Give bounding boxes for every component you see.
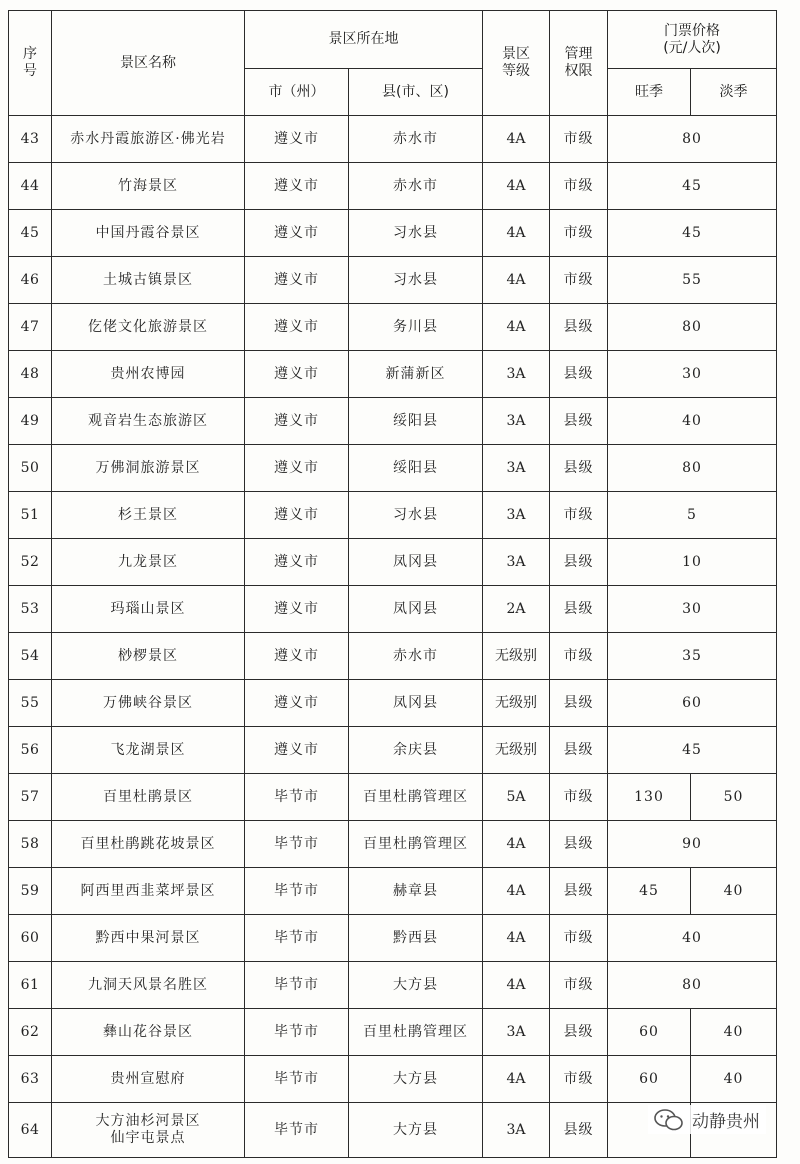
price-cell: 45 [608,163,777,210]
city-cell: 毕节市 [245,868,349,915]
row-number: 46 [9,257,52,304]
city-cell: 遵义市 [245,210,349,257]
authority-cell: 市级 [550,633,608,680]
scenic-name: 土城古镇景区 [52,257,245,304]
authority-cell: 市级 [550,163,608,210]
price-cell: 30 [608,586,777,633]
authority-cell: 县级 [550,351,608,398]
off-price-cell: 40 [691,1009,777,1056]
city-cell: 毕节市 [245,915,349,962]
authority-cell: 市级 [550,116,608,163]
price-cell: 45 [608,210,777,257]
table-row [9,586,777,633]
grade-cell: 4A [483,868,550,915]
city-cell: 毕节市 [245,962,349,1009]
authority-cell: 县级 [550,868,608,915]
table-row [9,633,777,680]
price-cell: 55 [608,257,777,304]
price-cell: 80 [608,304,777,351]
grade-cell: 3A [483,445,550,492]
county-cell: 绥阳县 [349,445,483,492]
county-cell: 百里杜鹃管理区 [349,1009,483,1056]
table-row [9,962,777,1009]
grade-cell: 无级别 [483,680,550,727]
county-cell: 凤冈县 [349,586,483,633]
grade-cell: 3A [483,351,550,398]
grade-cell: 4A [483,210,550,257]
authority-cell: 县级 [550,821,608,868]
scenic-name: 杉王景区 [52,492,245,539]
row-number: 62 [9,1009,52,1056]
row-number: 44 [9,163,52,210]
county-cell: 赫章县 [349,868,483,915]
table-row [9,351,777,398]
scenic-name: 大方油杉河景区 仙宇屯景点 [52,1103,245,1158]
city-cell: 遵义市 [245,633,349,680]
peak-price-cell: 45 [608,868,691,915]
peak-price-cell: 60 [608,1009,691,1056]
table-row [9,915,777,962]
table-row [9,210,777,257]
table-row [9,539,777,586]
authority-cell: 县级 [550,445,608,492]
header-name: 景区名称 [52,11,245,116]
header-city: 市（州） [245,69,349,116]
table-row [9,398,777,445]
authority-cell: 县级 [550,1103,608,1158]
header-price [608,11,777,69]
grade-cell: 3A [483,398,550,445]
price-cell: 5 [608,492,777,539]
price-cell: 80 [608,116,777,163]
county-cell: 凤冈县 [349,539,483,586]
city-cell: 遵义市 [245,586,349,633]
row-number: 56 [9,727,52,774]
county-cell: 大方县 [349,1103,483,1158]
price-cell: 40 [608,915,777,962]
grade-cell: 5A [483,774,550,821]
row-number: 50 [9,445,52,492]
county-cell: 赤水市 [349,163,483,210]
header-location: 景区所在地 [245,11,483,69]
authority-cell: 市级 [550,257,608,304]
city-cell: 遵义市 [245,304,349,351]
row-number: 55 [9,680,52,727]
row-number: 60 [9,915,52,962]
row-number: 61 [9,962,52,1009]
city-cell: 遵义市 [245,445,349,492]
header-authority-text: 管理 权限 [564,46,593,79]
authority-cell: 市级 [550,492,608,539]
off-price-cell: 40 [691,1056,777,1103]
county-cell: 大方县 [349,1056,483,1103]
scenic-name: 九龙景区 [52,539,245,586]
row-number: 58 [9,821,52,868]
city-cell: 遵义市 [245,116,349,163]
row-number: 51 [9,492,52,539]
table-row [9,1056,777,1103]
authority-cell: 市级 [550,962,608,1009]
city-cell: 遵义市 [245,351,349,398]
header-peak: 旺季 [608,69,691,116]
header-price-text: 门票价格 (元/人次) [663,22,721,56]
row-number: 52 [9,539,52,586]
county-cell: 余庆县 [349,727,483,774]
city-cell: 遵义市 [245,398,349,445]
grade-cell: 无级别 [483,633,550,680]
city-cell: 毕节市 [245,1103,349,1158]
grade-cell: 4A [483,304,550,351]
grade-cell: 4A [483,915,550,962]
table-row [9,1009,777,1056]
county-cell: 百里杜鹃管理区 [349,774,483,821]
scenic-name: 百里杜鹃跳花坡景区 [52,821,245,868]
grade-cell: 4A [483,257,550,304]
authority-cell: 市级 [550,210,608,257]
city-cell: 遵义市 [245,539,349,586]
grade-cell: 4A [483,962,550,1009]
city-cell: 遵义市 [245,727,349,774]
city-cell: 遵义市 [245,492,349,539]
scenic-name: 桫椤景区 [52,633,245,680]
table-row [9,821,777,868]
row-number: 53 [9,586,52,633]
authority-cell: 县级 [550,398,608,445]
scenic-name: 观音岩生态旅游区 [52,398,245,445]
wechat-icon [654,1109,684,1131]
off-price-cell: 50 [691,774,777,821]
row-number: 47 [9,304,52,351]
scenic-name: 九洞天风景名胜区 [52,962,245,1009]
watermark [648,1105,766,1134]
header-county: 县(市、区) [349,69,483,116]
county-cell: 百里杜鹃管理区 [349,821,483,868]
grade-cell: 4A [483,116,550,163]
grade-cell: 无级别 [483,727,550,774]
city-cell: 毕节市 [245,774,349,821]
scenic-name: 飞龙湖景区 [52,727,245,774]
authority-cell: 县级 [550,1009,608,1056]
header-grade-text: 景区 等级 [502,46,530,79]
county-cell: 赤水市 [349,633,483,680]
table-row [9,680,777,727]
row-number: 59 [9,868,52,915]
city-cell: 遵义市 [245,680,349,727]
row-number: 45 [9,210,52,257]
scenic-name: 仡佬文化旅游景区 [52,304,245,351]
peak-price-cell: 60 [608,1056,691,1103]
scenic-name: 阿西里西韭菜坪景区 [52,868,245,915]
scenic-price-table [8,10,777,1158]
scenic-name: 贵州农博园 [52,351,245,398]
county-cell: 习水县 [349,257,483,304]
table-row [9,868,777,915]
county-cell: 大方县 [349,962,483,1009]
row-number: 54 [9,633,52,680]
header-authority [550,11,608,116]
authority-cell: 市级 [550,915,608,962]
county-cell: 习水县 [349,492,483,539]
price-cell: 80 [608,445,777,492]
price-cell: 30 [608,351,777,398]
row-number: 43 [9,116,52,163]
city-cell: 毕节市 [245,821,349,868]
grade-cell: 4A [483,163,550,210]
scenic-name: 赤水丹霞旅游区·佛光岩 [52,116,245,163]
scenic-name: 黔西中果河景区 [52,915,245,962]
watermark-text: 动静贵州 [692,1112,760,1132]
price-cell: 60 [608,680,777,727]
city-cell: 遵义市 [245,163,349,210]
authority-cell: 县级 [550,304,608,351]
price-cell: 45 [608,727,777,774]
header-grade [483,11,550,116]
authority-cell: 市级 [550,774,608,821]
grade-cell: 2A [483,586,550,633]
county-cell: 务川县 [349,304,483,351]
grade-cell: 3A [483,1009,550,1056]
county-cell: 赤水市 [349,116,483,163]
scenic-name: 中国丹霞谷景区 [52,210,245,257]
grade-cell: 3A [483,539,550,586]
table-row [9,774,777,821]
grade-cell: 3A [483,1103,550,1158]
grade-cell: 3A [483,492,550,539]
authority-cell: 县级 [550,586,608,633]
peak-price-cell: 130 [608,774,691,821]
scenic-name: 玛瑙山景区 [52,586,245,633]
table-row [9,257,777,304]
authority-cell: 市级 [550,1056,608,1103]
authority-cell: 县级 [550,680,608,727]
city-cell: 毕节市 [245,1056,349,1103]
row-number: 57 [9,774,52,821]
price-cell: 10 [608,539,777,586]
table-row [9,727,777,774]
price-cell: 90 [608,821,777,868]
table-body [9,116,777,1158]
authority-cell: 县级 [550,539,608,586]
county-cell: 绥阳县 [349,398,483,445]
city-cell: 毕节市 [245,1009,349,1056]
row-number: 48 [9,351,52,398]
table-row [9,445,777,492]
off-price-cell: 40 [691,868,777,915]
scenic-name: 贵州宣慰府 [52,1056,245,1103]
row-number: 63 [9,1056,52,1103]
county-cell: 习水县 [349,210,483,257]
table-row [9,304,777,351]
city-cell: 遵义市 [245,257,349,304]
header-seq-text: 序 号 [23,46,37,79]
table-row [9,116,777,163]
scenic-name: 百里杜鹃景区 [52,774,245,821]
price-cell: 35 [608,633,777,680]
table-row [9,163,777,210]
county-cell: 黔西县 [349,915,483,962]
header-seq [9,11,52,116]
price-cell: 40 [608,398,777,445]
county-cell: 新蒲新区 [349,351,483,398]
scenic-name: 彝山花谷景区 [52,1009,245,1056]
scenic-name: 竹海景区 [52,163,245,210]
grade-cell: 4A [483,1056,550,1103]
county-cell: 凤冈县 [349,680,483,727]
scenic-name: 万佛洞旅游景区 [52,445,245,492]
price-cell: 80 [608,962,777,1009]
header-off: 淡季 [691,69,777,116]
grade-cell: 4A [483,821,550,868]
row-number: 49 [9,398,52,445]
authority-cell: 县级 [550,727,608,774]
scenic-name: 万佛峡谷景区 [52,680,245,727]
table-row [9,492,777,539]
row-number: 64 [9,1103,52,1158]
